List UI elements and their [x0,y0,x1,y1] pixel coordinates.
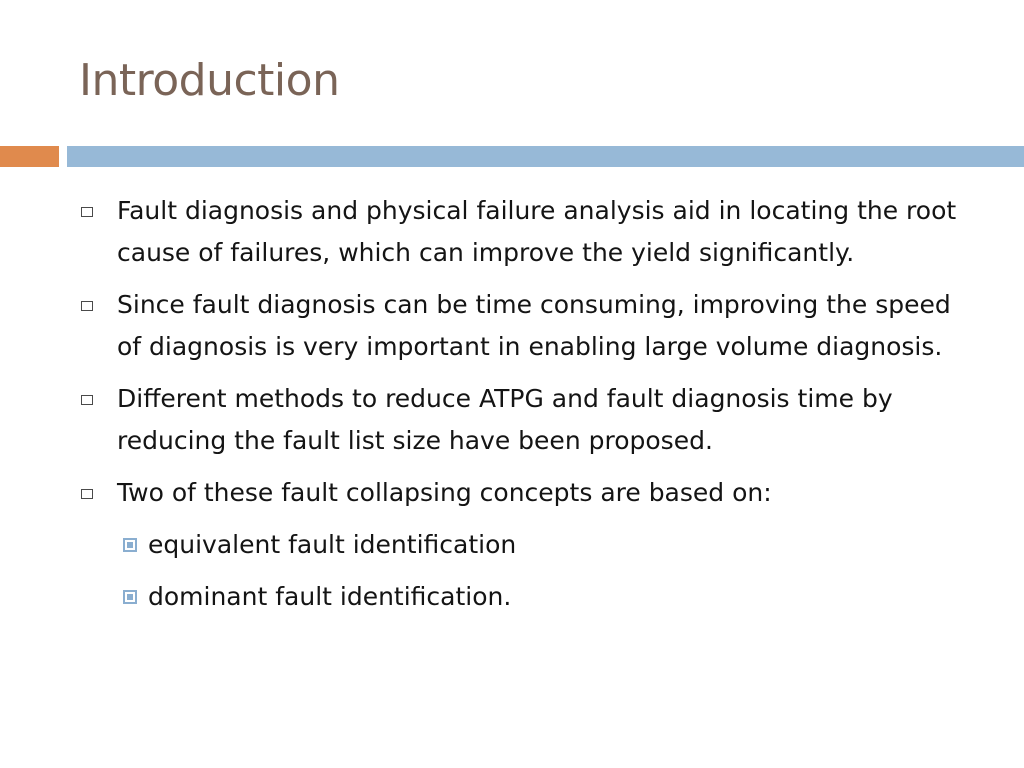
bullet-item [79,472,979,514]
slide-title: Introduction [79,55,340,106]
title-underline-bar [67,146,1024,167]
filled-square-bullet-icon [123,538,137,552]
bullet-text: Fault diagnosis and physical failure analysis aid in locating the root cause of failures, which can improve the yield significantly. [117,196,957,267]
hollow-square-bullet-icon [81,395,93,405]
sub-bullet-text: equivalent fault identification [148,530,517,559]
hollow-square-bullet-icon [81,301,93,311]
bullet-text: Different methods to reduce ATPG and fault diagnosis time by reducing the fault list size have been proposed. [117,384,893,455]
sub-bullet-item [123,576,979,618]
bullet-item [79,284,979,368]
bullet-text: Since fault diagnosis can be time consuming, improving the speed of diagnosis is very important in enabling large volume diagnosis. [117,290,951,361]
bullet-item [79,190,979,274]
bullet-list [79,190,979,628]
hollow-square-bullet-icon [81,489,93,499]
filled-square-bullet-icon [123,590,137,604]
bullet-item [79,378,979,462]
sub-bullet-item [123,524,979,566]
bullet-text: Two of these fault collapsing concepts are based on: [117,478,772,507]
hollow-square-bullet-icon [81,207,93,217]
sub-bullet-text: dominant fault identification. [148,582,512,611]
title-accent-bar [0,146,59,167]
